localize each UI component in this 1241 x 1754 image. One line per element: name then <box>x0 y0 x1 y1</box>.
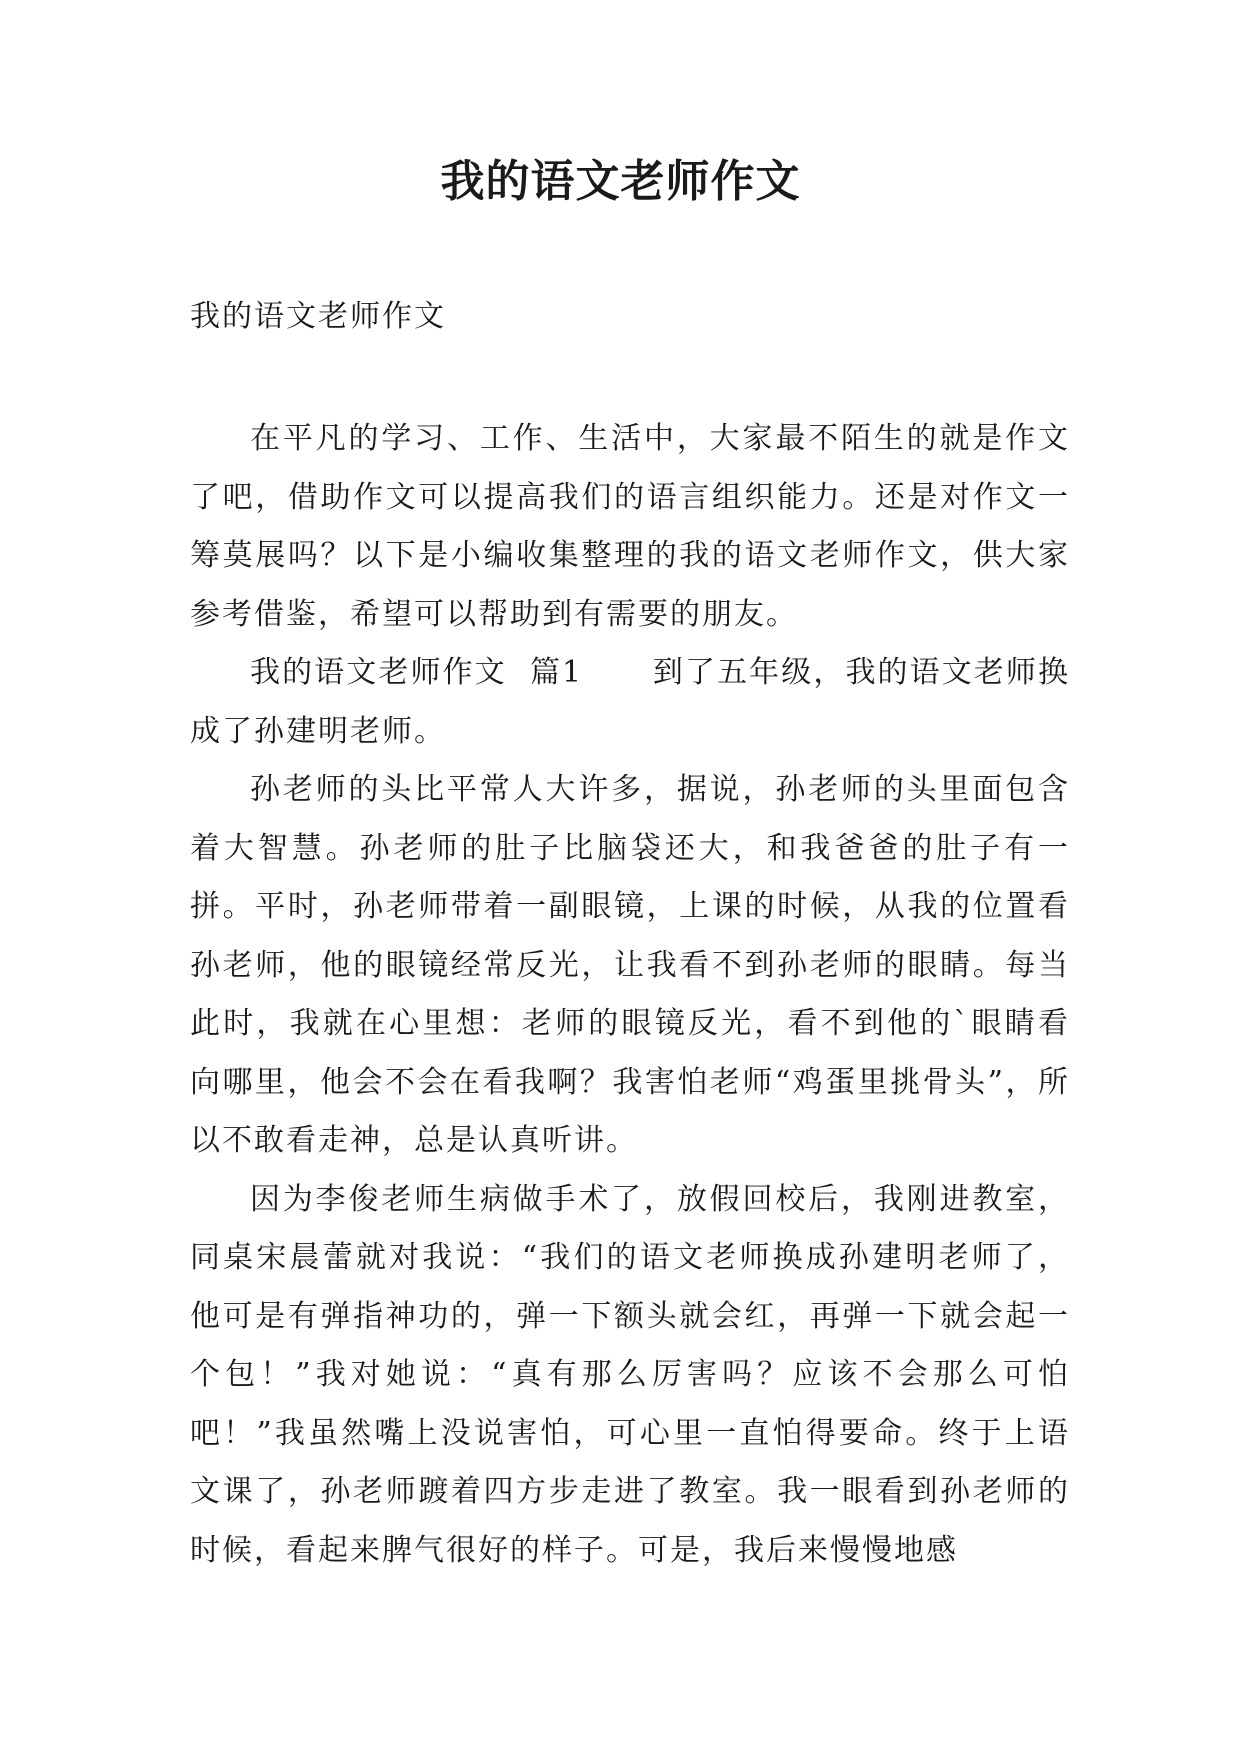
document-body <box>190 410 1070 1580</box>
paragraph-intro: 在平凡的学习、工作、生活中，大家最不陌生的就是作文了吧，借助作文可以提高我们的语言组织能力。还是对作文一筹莫展吗？以下是小编收集整理的我的语文老师作文，供大家参考借鉴，希望可以帮助到有需要的朋友。 <box>190 421 1070 632</box>
paragraph-teacher-description: 孙老师的头比平常人大许多，据说，孙老师的头里面包含着大智慧。孙老师的肚子比脑袋还大，和我爸爸的肚子有一拼。平时，孙老师带着一副眼镜，上课的时候，从我的位置看孙老师，他的眼镜经常反光，让我看不到孙老师的眼睛。每当此时，我就在心里想：老师的眼镜反光，看不到他的`眼睛看向哪里，他会不会在看我啊？我害怕老师“鸡蛋里挑骨头”，所以不敢看走神，总是认真听讲。 <box>190 772 1070 1158</box>
paragraph-section-1-heading: 我的语文老师作文 篇1 到了五年级，我的语文老师换成了孙建明老师。 <box>190 655 1070 749</box>
paragraph-first-class: 因为李俊老师生病做手术了，放假回校后，我刚进教室，同桌宋晨蕾就对我说：“我们的语文老师换成孙建明老师了，他可是有弹指神功的，弹一下额头就会红，再弹一下就会起一个包！”我对她说：“真有那么厉害吗？应该不会那么可怕吧！”我虽然嘴上没说害怕，可心里一直怕得要命。终于上语文课了，孙老师踱着四方步走进了教室。我一眼看到孙老师的时候，看起来脾气很好的样子。可是，我后来慢慢地感 <box>190 1181 1070 1568</box>
document-subtitle: 我的语文老师作文 <box>190 299 446 334</box>
document-title: 我的语文老师作文 <box>440 156 801 207</box>
